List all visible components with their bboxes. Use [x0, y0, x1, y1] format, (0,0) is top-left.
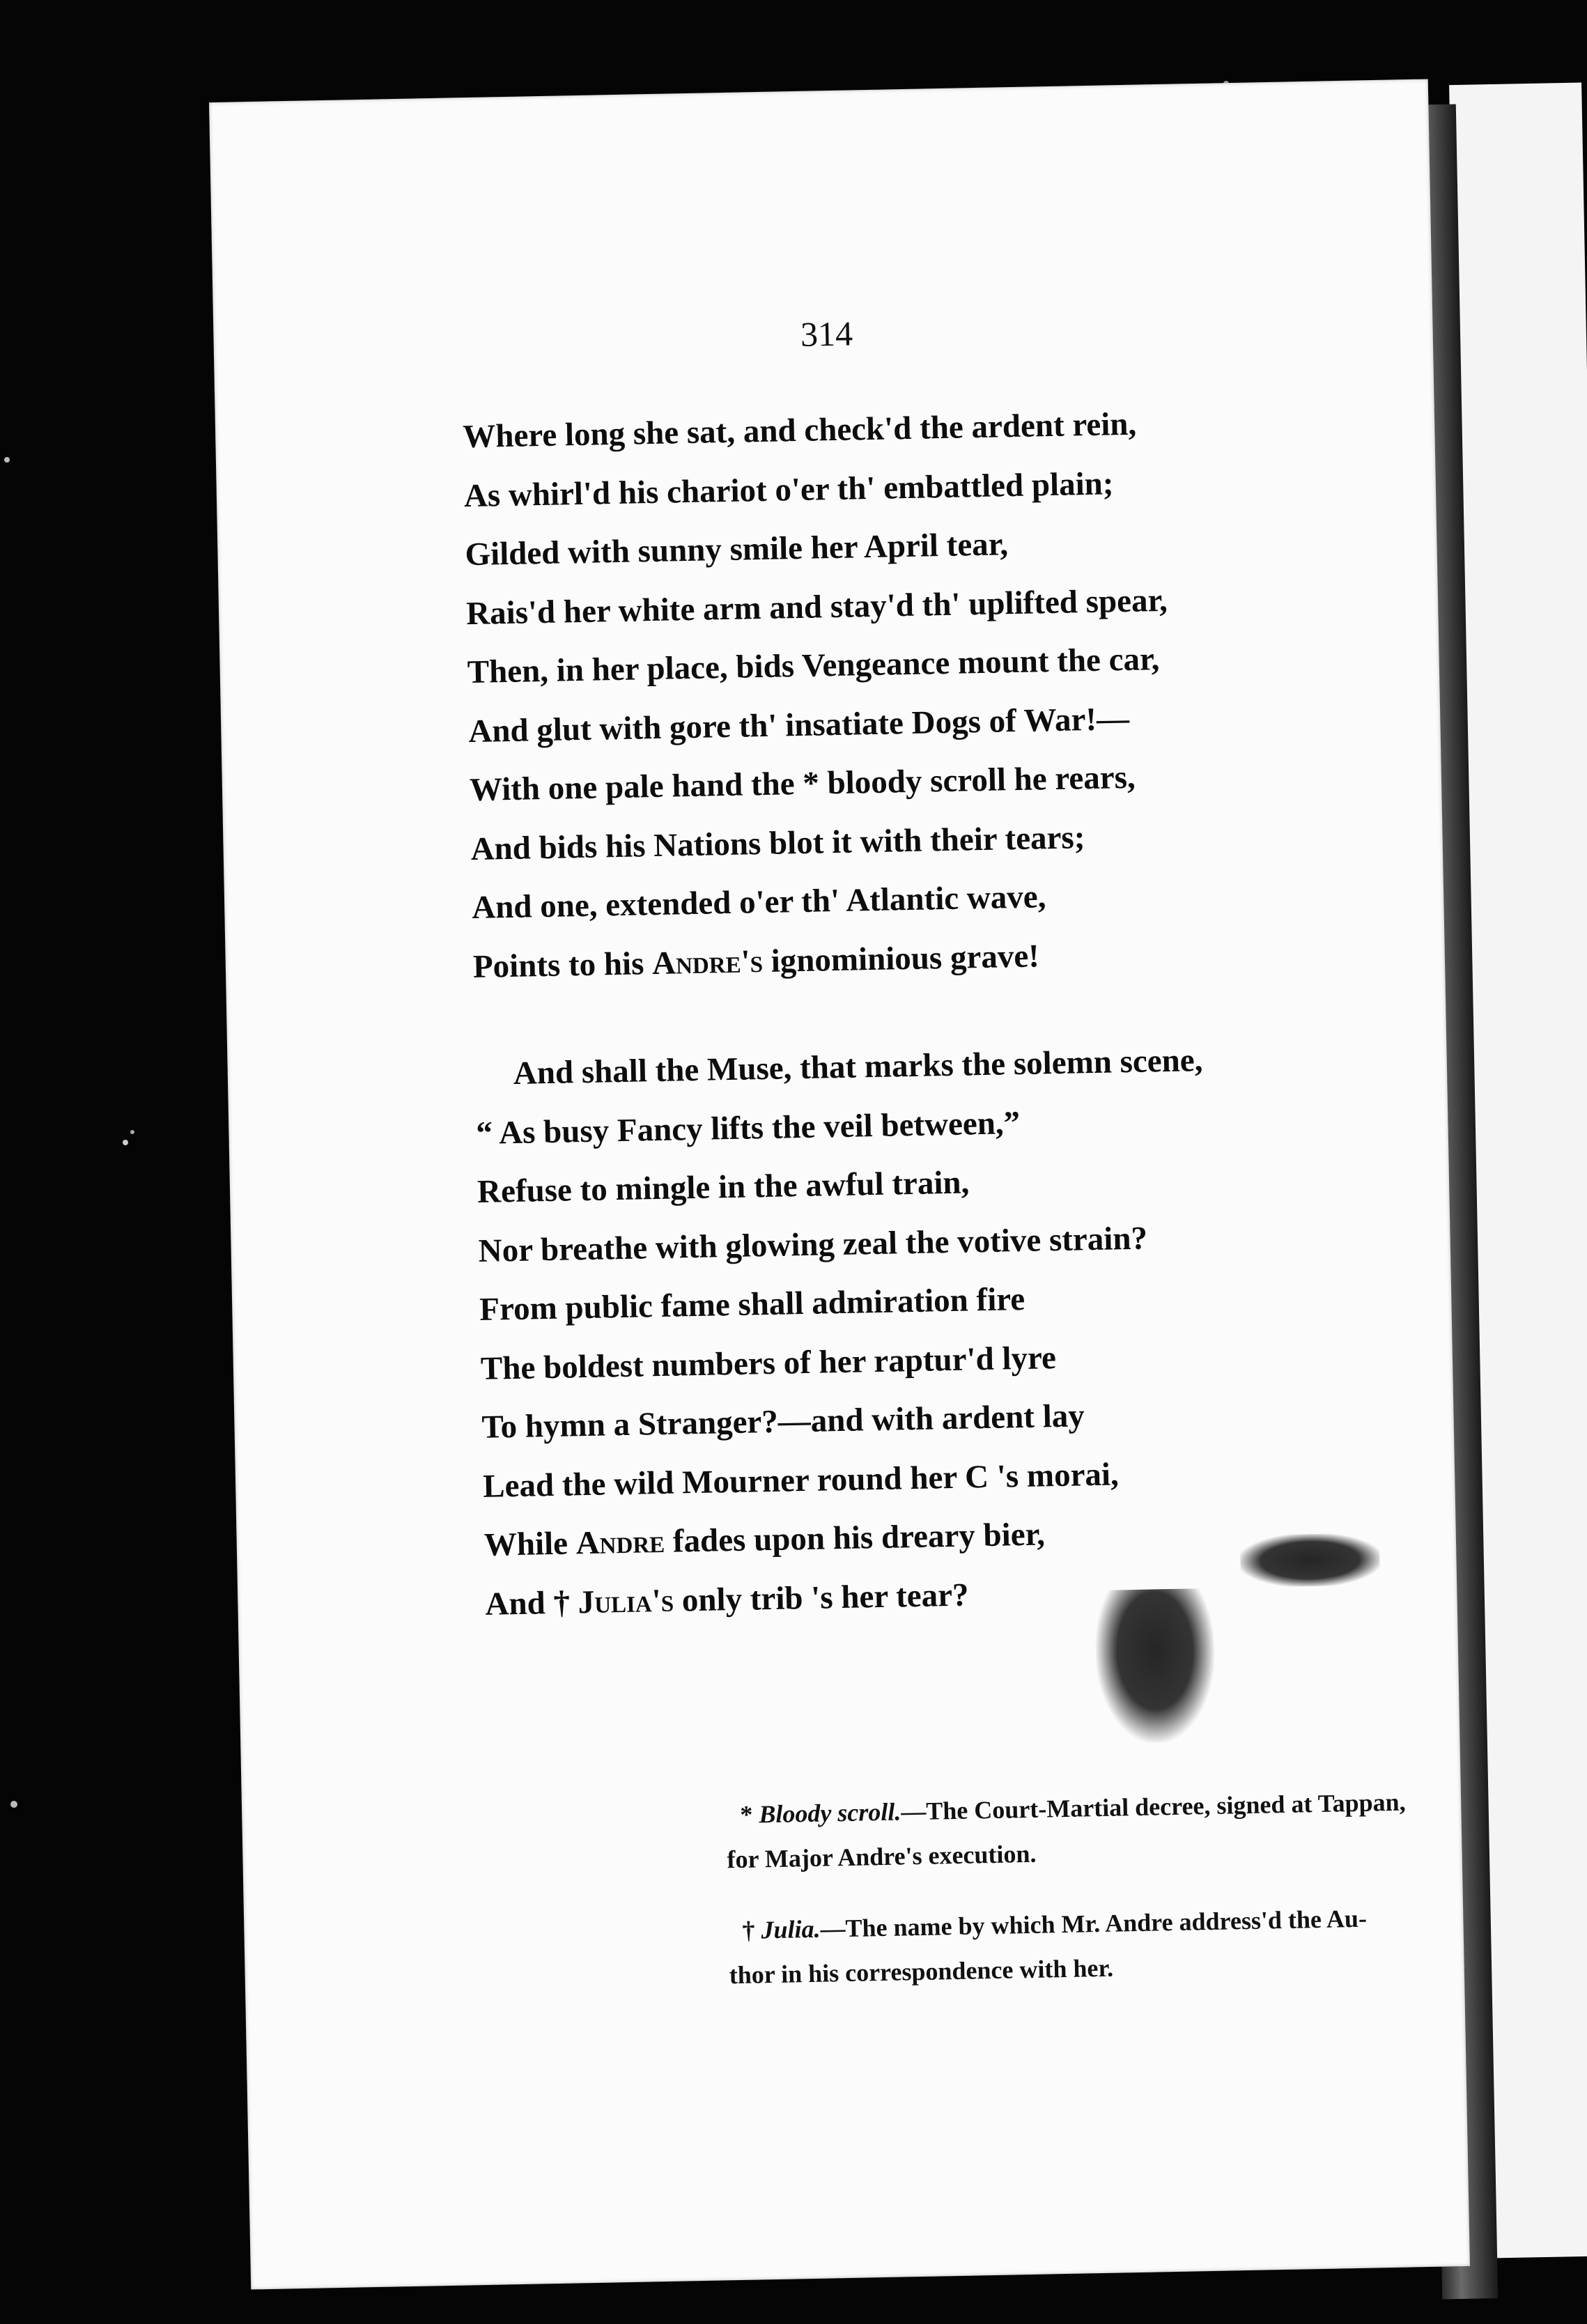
footnote-term: Julia. — [761, 1914, 821, 1944]
poem-line: And glut with gore th' insatiate Dogs of War!— — [467, 700, 1130, 750]
poem-line: Then, in her place, bids Vengeance mount the car, — [467, 641, 1160, 691]
line-text: While — [483, 1525, 577, 1563]
line-text: ignominious grave! — [762, 937, 1040, 979]
poem-line: The boldest numbers of her raptur'd lyre — [480, 1339, 1057, 1387]
footnote-text: —The Court-Martial decree, signed at Tappan, — [900, 1788, 1406, 1826]
line-text: Points to his — [472, 945, 653, 985]
poem-line: With one pale hand the * bloody scroll he rears, — [469, 759, 1136, 809]
poem-line: “ As busy Fancy lifts the veil between,” — [475, 1104, 1021, 1152]
poem — [462, 386, 1587, 1634]
book-page — [209, 79, 1470, 2289]
poem-line: And one, extended o'er th' Atlantic wave, — [471, 878, 1046, 927]
line-text: only trib 's her tear? — [673, 1577, 969, 1619]
name-julia: Julia's — [578, 1582, 674, 1620]
poem-line: Gilded with sunny smile her April tear, — [465, 526, 1009, 573]
poem-line: As whirl'd his chariot o'er th' embattled plain; — [463, 465, 1114, 514]
line-text: fades upon his dreary bier, — [664, 1516, 1046, 1560]
poem-line: Where long she sat, and check'd the ardent rein, — [462, 405, 1137, 456]
footnote-continuation: thor in his correspondence with her. — [729, 1953, 1114, 1990]
name-andre: Andre's — [651, 943, 764, 982]
poem-line: Nor breathe with glowing zeal the votive strain? — [478, 1220, 1148, 1269]
footnote-text: —The name by which Mr. Andre address'd the Au- — [820, 1904, 1368, 1943]
page-number: 314 — [800, 313, 853, 354]
poem-line: To hymn a Stranger?—and with ardent lay — [481, 1397, 1085, 1446]
footnotes — [727, 1776, 1587, 2023]
line-text: And † — [484, 1583, 579, 1622]
ink-blot — [1240, 1533, 1380, 1588]
footnote-continuation: for Major Andre's execution. — [727, 1839, 1037, 1874]
footnote-marker: † — [742, 1916, 755, 1944]
poem-line: Lead the wild Mourner round her C 's morai, — [482, 1455, 1120, 1505]
footnote-term: Bloody scroll. — [758, 1797, 901, 1829]
name-andre: Andre — [575, 1523, 665, 1562]
poem-line: Refuse to mingle in the awful train, — [477, 1164, 970, 1210]
poem-line: Rais'd her white arm and stay'd th' uplifted spear, — [465, 582, 1168, 632]
ink-blot — [1094, 1588, 1216, 1744]
footnote-julia — [729, 1891, 1587, 1997]
poem-line: And bids his Nations blot it with their tears; — [470, 819, 1085, 867]
footnote-bloody-scroll — [727, 1776, 1587, 1881]
poem-line: And shall the Muse, that marks the solemn scene, — [513, 1041, 1203, 1092]
footnote-marker: * — [739, 1800, 753, 1829]
poem-line: From public fame shall admiration fire — [479, 1280, 1025, 1328]
